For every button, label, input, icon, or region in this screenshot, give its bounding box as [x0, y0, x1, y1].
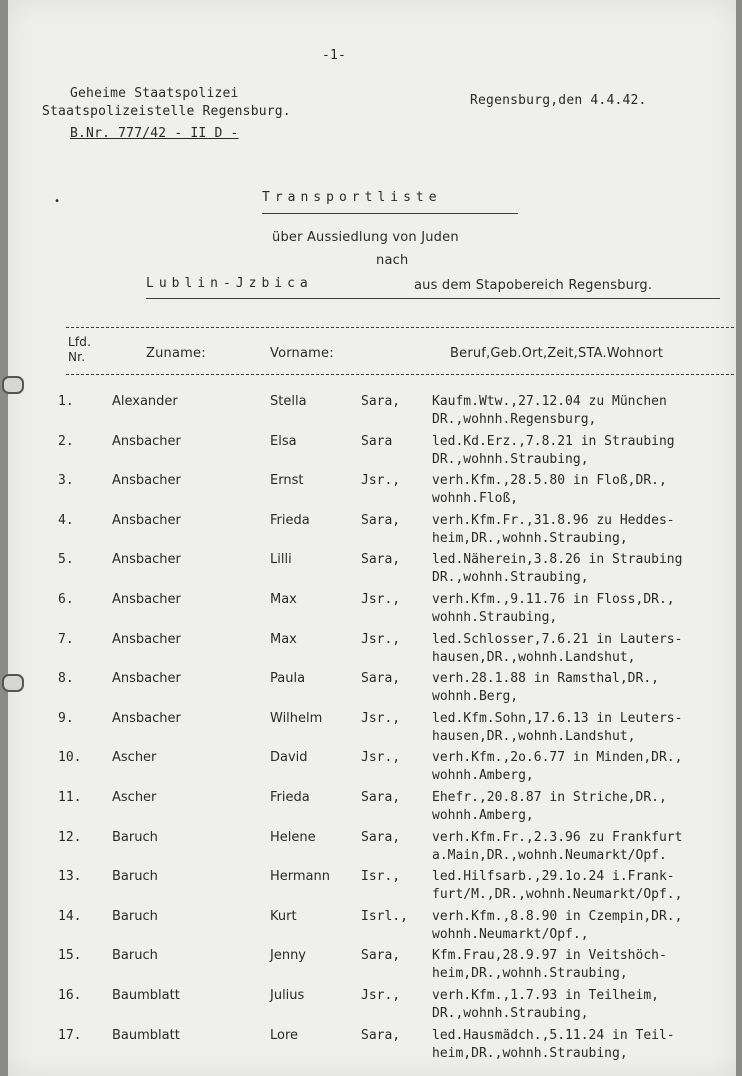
firstname: Lore: [270, 1027, 299, 1043]
details-line1: led.Näherein,3.8.26 in Straubing: [432, 552, 683, 568]
binder-hole: [2, 376, 24, 394]
firstname: Max: [270, 631, 297, 647]
row-number: 2.: [58, 433, 74, 449]
surname: Ansbacher: [112, 631, 181, 647]
table-row: [8, 513, 736, 553]
middle-name: Jsr.,: [361, 631, 401, 647]
table-row: [8, 552, 736, 592]
table-row: [8, 671, 736, 711]
middle-name: Sara,: [361, 829, 401, 845]
details-line1: Kfm.Frau,28.9.97 in Veitshöch-: [432, 948, 667, 964]
details-line1: Ehefr.,20.8.87 in Striche,DR.,: [432, 790, 667, 805]
details-line1: verh.Kfm.Fr.,2.3.96 zu Frankfurt: [432, 829, 683, 845]
table-row: [8, 909, 736, 949]
surname: Ascher: [112, 790, 157, 805]
title-rule: [146, 298, 720, 299]
table-row: [8, 632, 736, 672]
firstname: Ernst: [270, 473, 304, 489]
row-number: 8.: [58, 671, 74, 687]
table-row: [8, 394, 736, 434]
row-number: 7.: [58, 631, 74, 647]
middle-name: Jsr.,: [361, 473, 401, 489]
details-line2: a.Main,DR.,wohnh.Neumarkt/Opf.: [432, 847, 667, 863]
surname: Ansbacher: [112, 512, 181, 528]
firstname: Kurt: [270, 908, 297, 924]
row-number: 5.: [58, 552, 74, 568]
middle-name: Jsr.,: [361, 592, 401, 607]
middle-name: Jsr.,: [361, 988, 401, 1003]
row-number: 17.: [58, 1027, 82, 1043]
surname: Ansbacher: [112, 473, 181, 489]
table-row: [8, 948, 736, 988]
firstname: Elsa: [270, 433, 297, 449]
middle-name: Isr.,: [361, 869, 401, 885]
place-date: Regensburg,den 4.4.42.: [470, 93, 647, 108]
surname: Ansbacher: [112, 552, 181, 568]
details-line1: verh.Kfm.,9.11.76 in Floss,DR.,: [432, 592, 675, 607]
surname: Alexander: [112, 394, 178, 409]
table-row: [8, 790, 736, 830]
details-line1: led.Schlosser,7.6.21 in Lauters-: [432, 631, 683, 647]
details-line2: furt/M.,DR.,wohnh.Neumarkt/Opf.,: [432, 887, 683, 903]
details-line2: wohnh.Amberg,: [432, 768, 534, 784]
row-number: 9.: [58, 710, 74, 726]
firstname: Frieda: [270, 790, 310, 805]
surname: Baruch: [112, 869, 158, 885]
table-row: [8, 869, 736, 909]
details-line2: wohnh.Berg,: [432, 689, 519, 705]
table-row: [8, 988, 736, 1028]
surname: Ansbacher: [112, 592, 181, 607]
middle-name: Sara,: [361, 1027, 401, 1043]
details-line1: verh.Kfm.,8.8.90 in Czempin,DR.,: [432, 908, 683, 924]
col-nr: Nr.: [68, 350, 86, 364]
surname: Ansbacher: [112, 671, 181, 687]
middle-name: Sara,: [361, 790, 401, 805]
row-number: 15.: [58, 948, 82, 964]
title-subline: über Aussiedlung von Juden: [272, 230, 459, 245]
firstname: Stella: [270, 394, 307, 409]
row-number: 4.: [58, 512, 74, 528]
middle-name: Sara,: [361, 948, 401, 964]
firstname: Lilli: [270, 552, 292, 568]
details-line2: hausen,DR.,wohnh.Landshut,: [432, 649, 636, 665]
details-line1: verh.28.1.88 in Ramsthal,DR.,: [432, 671, 659, 687]
details-line2: wohnh.Straubing,: [432, 610, 558, 625]
surname: Baumblatt: [112, 1027, 180, 1043]
destination: Lublin-Jzbica: [146, 276, 313, 291]
details-line1: led.Kfm.Sohn,17.6.13 in Leuters-: [432, 710, 683, 726]
document-title: Transportliste: [262, 190, 442, 205]
table-row: [8, 830, 736, 870]
firstname: Hermann: [270, 869, 330, 885]
firstname: Max: [270, 592, 297, 607]
details-line2: DR.,wohnh.Straubing,: [432, 451, 589, 467]
table-row: [8, 434, 736, 474]
row-number: 16.: [58, 988, 82, 1003]
table-row: [8, 1028, 736, 1068]
firstname: Frieda: [270, 512, 310, 528]
details-line2: heim,DR.,wohnh.Straubing,: [432, 1045, 628, 1061]
firstname: Paula: [270, 671, 306, 687]
firstname: Helene: [270, 829, 316, 845]
surname: Baruch: [112, 908, 158, 924]
row-number: 3.: [58, 473, 74, 489]
reference-number: B.Nr. 777/42 - II D -: [70, 126, 239, 141]
row-number: 10.: [58, 750, 82, 766]
details-line2: hausen,DR.,wohnh.Landshut,: [432, 728, 636, 744]
middle-name: Jsr.,: [361, 750, 401, 766]
details-line1: Kaufm.Wtw.,27.12.04 zu München: [432, 394, 667, 409]
surname: Ascher: [112, 750, 157, 766]
surname: Ansbacher: [112, 710, 181, 726]
details-line1: verh.Kfm.Fr.,31.8.96 zu Heddes-: [432, 512, 675, 528]
middle-name: Sara,: [361, 512, 401, 528]
details-line2: wohnh.Amberg,: [432, 808, 534, 823]
middle-name: Isrl.,: [361, 908, 408, 924]
details-line2: heim,DR.,wohnh.Straubing,: [432, 966, 628, 982]
middle-name: Sara,: [361, 671, 401, 687]
details-line1: led.Hausmädch.,5.11.24 in Teil-: [432, 1027, 675, 1043]
details-line2: wohnh.Neumarkt/Opf.,: [432, 926, 589, 942]
col-lfd: Lfd.: [68, 335, 92, 349]
firstname: Julius: [270, 988, 305, 1003]
header-bottom-rule: [66, 374, 734, 375]
details-line2: DR.,wohnh.Straubing,: [432, 570, 589, 586]
region: aus dem Stapobereich Regensburg.: [414, 278, 653, 293]
firstname: Jenny: [270, 948, 307, 964]
details-line2: heim,DR.,wohnh.Straubing,: [432, 530, 628, 546]
middle-name: Sara: [361, 433, 393, 449]
middle-name: Sara,: [361, 552, 401, 568]
table-row: [8, 711, 736, 751]
row-number: 6.: [58, 592, 74, 607]
col-firstname: Vorname:: [270, 346, 334, 361]
details-line1: verh.Kfm.,28.5.80 in Floß,DR.,: [432, 473, 667, 489]
details-line2: wohnh.Floß,: [432, 491, 519, 507]
title-underline: [262, 213, 518, 214]
details-line1: led.Hilfsarb.,29.1o.24 i.Frank-: [432, 869, 675, 885]
row-number: 12.: [58, 829, 82, 845]
header-top-rule: [66, 327, 734, 328]
firstname: Wilhelm: [270, 710, 323, 726]
middle-name: Sara,: [361, 394, 401, 409]
firstname: David: [270, 750, 308, 766]
details-line1: verh.Kfm.,1.7.93 in Teilheim,: [432, 988, 659, 1003]
table-row: [8, 750, 736, 790]
details-line1: led.Kd.Erz.,7.8.21 in Straubing: [432, 433, 675, 449]
table-row: [8, 473, 736, 513]
bullet-mark: •: [54, 196, 61, 207]
col-details: Beruf,Geb.Ort,Zeit,STA.Wohnort: [450, 346, 664, 361]
title-nach: nach: [376, 253, 409, 268]
agency-name: Geheime Staatspolizei: [70, 86, 239, 101]
details-line1: verh.Kfm.,2o.6.77 in Minden,DR.,: [432, 750, 683, 766]
surname: Ansbacher: [112, 433, 181, 449]
details-line2: DR.,wohnh.Regensburg,: [432, 412, 597, 427]
document-page: [8, 0, 736, 1076]
agency-office: Staatspolizeistelle Regensburg.: [42, 104, 291, 119]
surname: Baruch: [112, 829, 158, 845]
row-number: 13.: [58, 869, 82, 885]
row-number: 1.: [58, 394, 74, 409]
table-row: [8, 592, 736, 632]
row-number: 11.: [58, 790, 82, 805]
row-number: 14.: [58, 908, 82, 924]
surname: Baruch: [112, 948, 158, 964]
page-number: -1-: [322, 48, 347, 63]
middle-name: Jsr.,: [361, 710, 401, 726]
details-line2: DR.,wohnh.Straubing,: [432, 1006, 589, 1021]
col-surname: Zuname:: [146, 346, 206, 361]
surname: Baumblatt: [112, 988, 180, 1003]
